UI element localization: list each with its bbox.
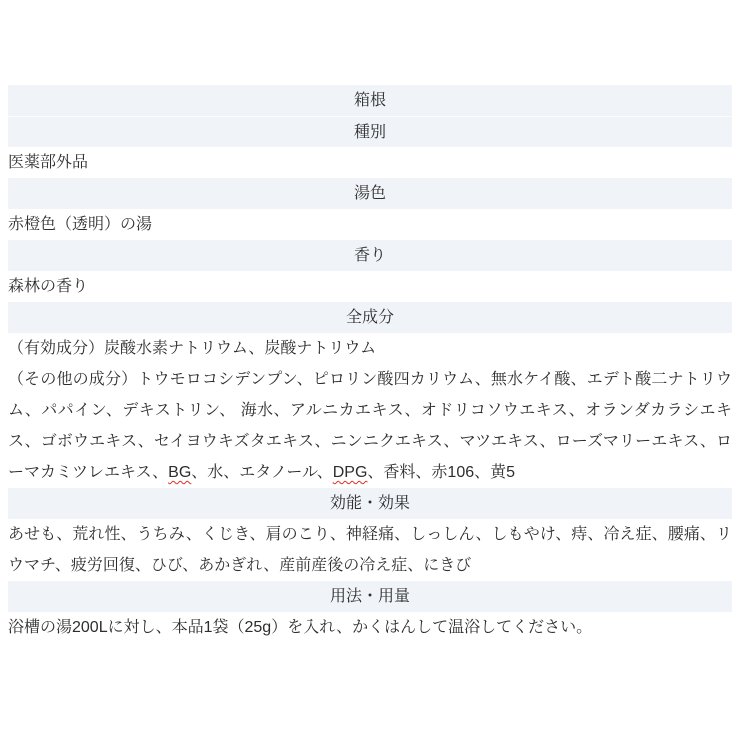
water-color-value: 赤橙色（透明）の湯 <box>8 209 732 240</box>
ingredients-value <box>8 333 732 488</box>
other-ingredients-text-2: 、水、エタノール、 <box>191 464 333 481</box>
usage-value: 浴槽の湯200Lに対し、本品1袋（25g）を入れ、かくはんして温浴してください。 <box>8 612 732 643</box>
ingredients-header: 全成分 <box>8 302 732 333</box>
fragrance-header: 香り <box>8 240 732 271</box>
usage-header: 用法・用量 <box>8 581 732 612</box>
product-name-header: 箱根 <box>8 85 732 116</box>
effects-header: 効能・効果 <box>8 488 732 519</box>
ingredient-dpg-flagged-text: DPG <box>332 464 368 481</box>
other-ingredients-text-3: 、香料、赤106、黄5 <box>367 464 516 481</box>
ingredient-bg-flagged-text: BG <box>168 464 192 481</box>
fragrance-value: 森林の香り <box>8 271 732 302</box>
other-ingredients-text-1: （その他の成分）トウモロコシデンプン、ピロリン酸四カリウム、無水ケイ酸、エデト酸二ナトリウム、パパイン、デキストリン、 海水、アルニカエキス、オドリコソウエキス、オランダカラシエキス、ゴボウエキス、セイヨウキズタエキス、ニンニクエキス、マツエキス、ローズマリーエキス、ローマカミツレエキス、 <box>8 371 732 481</box>
water-color-header: 湯色 <box>8 178 732 209</box>
type-value: 医薬部外品 <box>8 147 732 178</box>
type-header: 種別 <box>8 116 732 147</box>
active-ingredients-line: （有効成分）炭酸水素ナトリウム、炭酸ナトリウム <box>8 340 377 357</box>
effects-value: あせも、荒れ性、うちみ、くじき、肩のこり、神経痛、しっしん、しもやけ、痔、冷え症、腰痛、リウマチ、疲労回復、ひび、あかぎれ、産前産後の冷え症、にきび <box>8 519 732 581</box>
other-ingredients-line <box>8 364 732 488</box>
product-spec-table <box>8 85 732 643</box>
